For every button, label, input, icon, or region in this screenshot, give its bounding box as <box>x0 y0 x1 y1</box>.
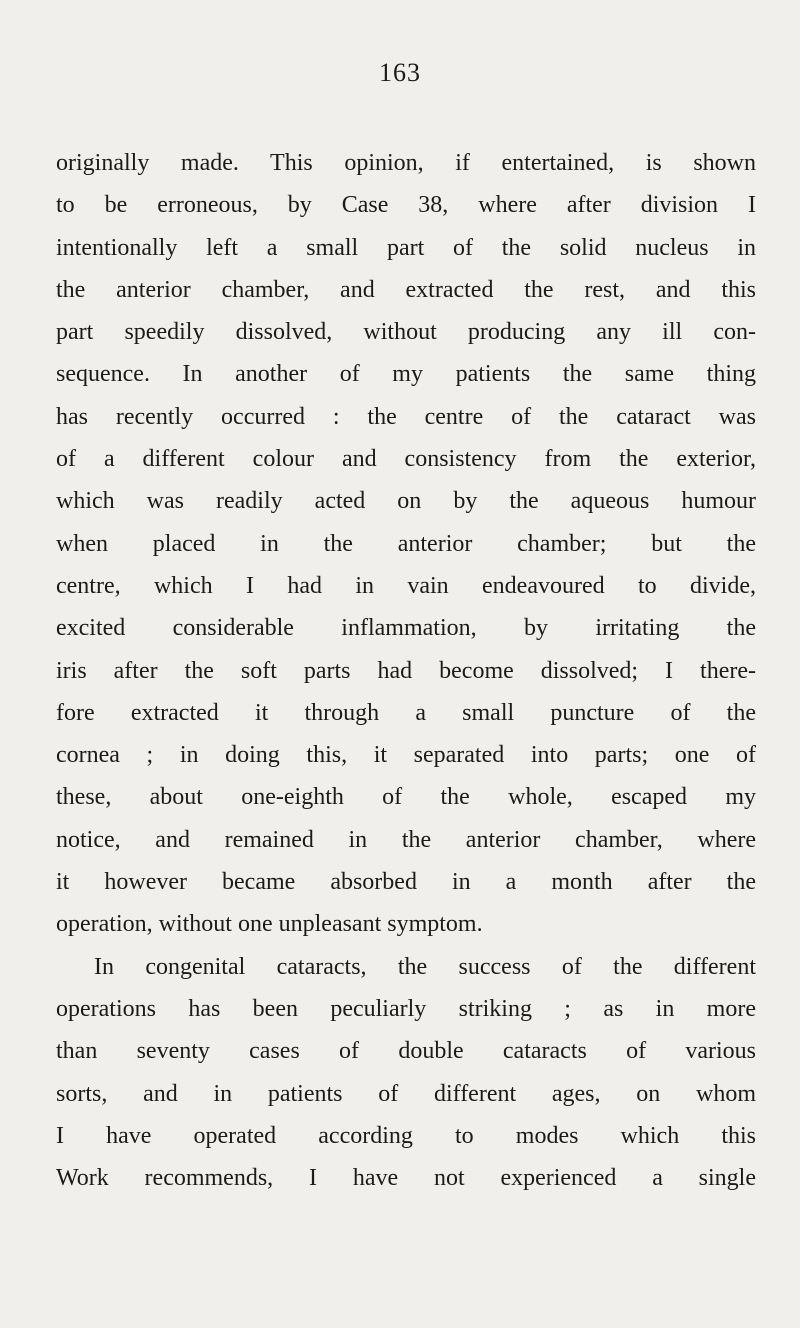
text-line: of a different colour and consistency from the exterior, <box>56 446 756 473</box>
text-line: sequence. In another of my patients the same thing <box>56 361 756 388</box>
text-line: notice, and remained in the anterior chamber, where <box>56 826 756 853</box>
text-line: operation, without one unpleasant symptom. <box>56 911 483 938</box>
text-line: than seventy cases of double cataracts of various <box>56 1038 756 1065</box>
text-line: centre, which I had in vain endeavoured to divide, <box>56 572 756 599</box>
text-line: which was readily acted on by the aqueous humour <box>56 488 756 515</box>
text-line: part speedily dissolved, without producing any ill con- <box>56 319 756 346</box>
text-line: these, about one-eighth of the whole, escaped my <box>56 784 756 811</box>
text-line: cornea ; in doing this, it separated into parts; one of <box>56 742 756 769</box>
text-line: Work recommends, I have not experienced a single <box>56 1165 756 1192</box>
text-line: originally made. This opinion, if entertained, is shown <box>56 150 756 176</box>
text-line: iris after the soft parts had become dissolved; I there- <box>56 657 756 684</box>
text-line: excited considerable inflammation, by irritating the <box>56 615 756 642</box>
text-line: fore extracted it through a small puncture of the <box>56 699 756 726</box>
text-line: to be erroneous, by Case 38, where after division I <box>56 192 756 219</box>
text-line: it however became absorbed in a month after the <box>56 869 756 896</box>
text-line: the anterior chamber, and extracted the rest, and this <box>56 276 756 303</box>
text-line: operations has been peculiarly striking ; as in more <box>56 995 756 1022</box>
text-line: when placed in the anterior chamber; but the <box>56 530 756 557</box>
text-line: has recently occurred : the centre of the cataract was <box>56 403 756 430</box>
page-number: 163 <box>379 58 421 87</box>
body-text <box>56 142 756 1199</box>
text-line: I have operated according to modes which this <box>56 1122 756 1149</box>
text-line: sorts, and in patients of different ages, on whom <box>56 1080 756 1107</box>
text-line: In congenital cataracts, the success of the different <box>94 953 756 980</box>
text-line: intentionally left a small part of the solid nucleus in <box>56 234 756 261</box>
